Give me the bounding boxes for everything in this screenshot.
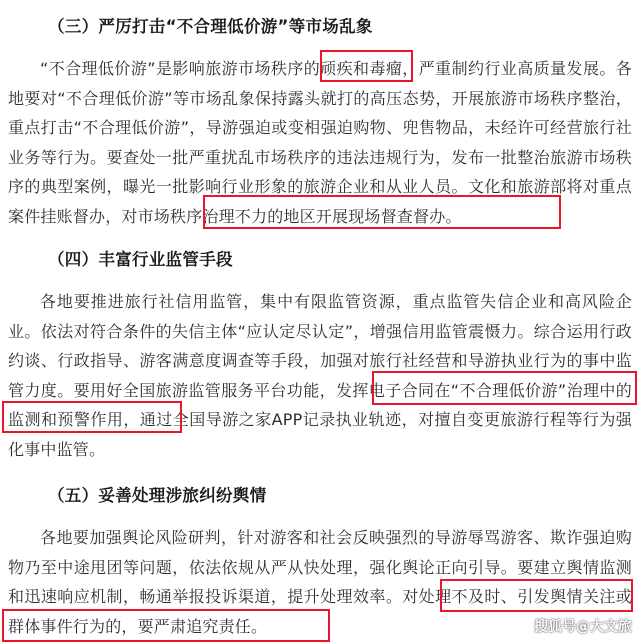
highlight-box-chronic-problem xyxy=(320,50,413,82)
section-4-heading: （四）丰富行业监管手段 xyxy=(48,250,233,269)
section-5-paragraph: 各地要加强舆论风险研判，针对游客和社会反映强烈的导游辱骂游客、欺诈强迫购物乃至中途甩团等问题，依法依规从严从快处理，强化舆论正向引导。要建立舆情监测和迅速响应机制，畅通举报投诉渠道，提升处理效率。对处理不及时、引发舆情关注或群体事件行为的，要严肃追究责任。 xyxy=(8,528,632,636)
highlight-box-e-contract-line2 xyxy=(2,401,182,433)
highlight-box-onsite-supervision xyxy=(203,195,561,229)
highlight-box-e-contract-line1 xyxy=(372,371,637,405)
watermark: 搜狐号@大文旅 xyxy=(534,619,632,635)
highlight-box-accountability-line1 xyxy=(440,579,633,612)
section-4-paragraph: 各地要推进旅行社信用监管，集中有限监管资源，重点监管失信企业和高风险企业。依法对符合条件的失信主体“应认定尽认定”，增强信用监管震慑力。综合运用行政约谈、行政指导、游客满意度调查等手段，加强对旅行社经营和导游执业行为的事中监管力度。要用好全国旅游监管服务平台功能，发挥电子合同在“不合理低价游”治理中的监测和预警作用，通过全国导游之家APP记录执业轨迹，对擅自变更旅游行程等行为强化事中监管。 xyxy=(8,292,632,459)
section-5-heading: （五）妥善处理涉旅纠纷舆情 xyxy=(48,486,267,505)
section-3-paragraph: “不合理低价游”是影响旅游市场秩序的顽疾和毒瘤，严重制约行业高质量发展。各地要对“不合理低价游”等市场乱象保持露头就打的高压态势，开展旅游市场秩序整治，重点打击“不合理低价游”，导游强迫或变相强迫购物、兜售物品，未经许可经营旅行社业务等行为。要查处一批严重扰乱市场秩序的违法违规行为，发布一批整治旅游市场秩序的典型案例，曝光一批影响行业形象的旅游企业和从业人员。文化和旅游部将对重点案件挂账督办，对市场秩序治理不力的地区开展现场督查督办。 xyxy=(8,59,632,226)
section-3-heading: （三）严厉打击“不合理低价游”等市场乱象 xyxy=(48,17,373,36)
highlight-box-accountability-line2 xyxy=(2,609,330,642)
